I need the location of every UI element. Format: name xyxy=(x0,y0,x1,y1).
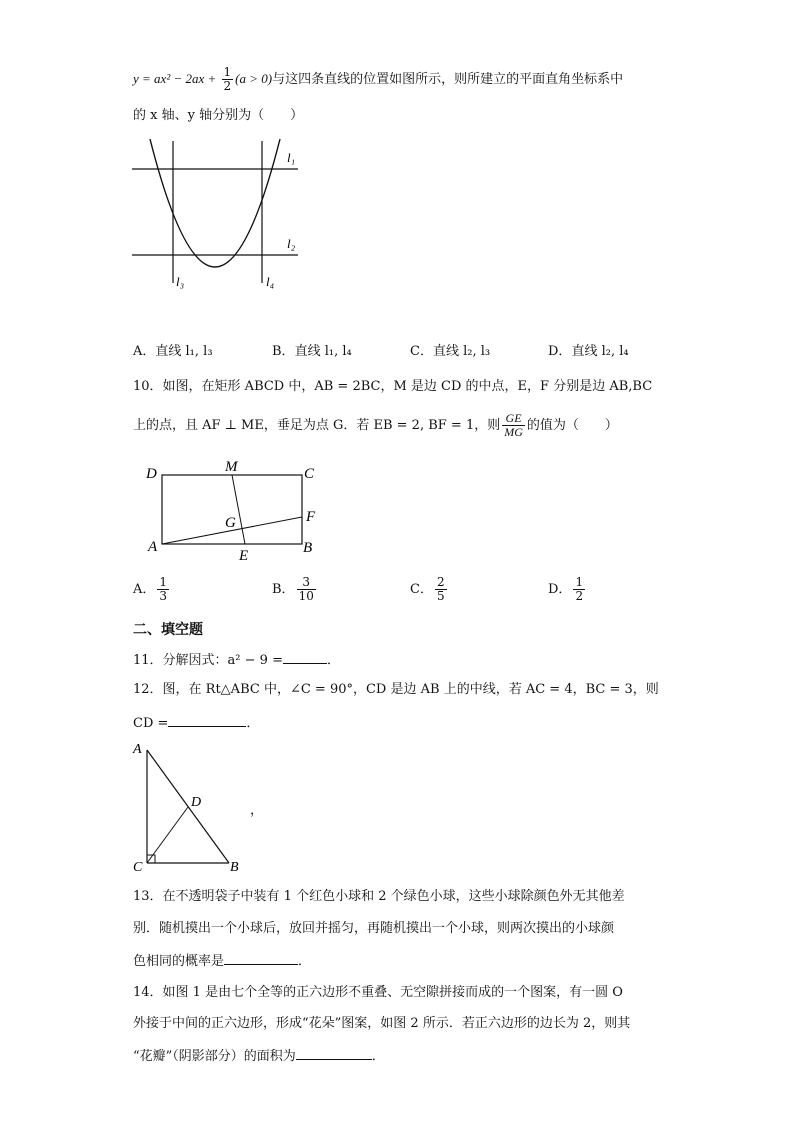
label-a: A xyxy=(133,742,142,757)
q9-equation-suffix: (a > 0) xyxy=(235,71,273,86)
q14-line2: 外接于中间的正六边形，形成“花朵”图案，如图 2 所示．若正六边形的边长为 2，则其 xyxy=(133,1016,631,1031)
section-title: 二、填空题 xyxy=(133,622,203,638)
label-f: F xyxy=(306,509,316,525)
label-l2: l₂ xyxy=(287,236,296,251)
q11-answer-blank[interactable] xyxy=(283,650,327,664)
q12-line2: CD = ． xyxy=(133,713,259,733)
q13-line2: 别．随机摸出一个小球后，放回并摇匀，再随机摸出一个小球，则两次摸出的小球颜 xyxy=(133,921,615,936)
q14-line3: “花瓣”（阴影部分）的面积为 ． xyxy=(133,1046,385,1066)
q12-trailing-comma: ， xyxy=(250,803,264,818)
label-d: D xyxy=(191,795,202,810)
label-b: B xyxy=(303,540,313,556)
q9-equation-prefix: y = ax² − 2ax + xyxy=(133,71,220,86)
q10-option-c[interactable]: C． $\frac{2}{5}$ xyxy=(410,575,445,603)
label-l3: l₃ xyxy=(176,274,185,289)
label-c: C xyxy=(304,466,315,482)
q9-line2: 的 x 轴、y 轴分别为（ ） xyxy=(133,108,304,123)
q9-option-a[interactable]: A．直线 l₁, l₃ xyxy=(133,344,213,359)
label-c: C xyxy=(133,860,143,875)
q10-option-d[interactable]: D． $\frac{1}{2}$ xyxy=(548,575,584,603)
label-d: D xyxy=(146,466,157,482)
q10-figure xyxy=(140,455,340,565)
q9-figure xyxy=(128,135,308,295)
q10-ratio-fraction: $\frac{GE}{MG}$ xyxy=(504,411,523,439)
segment-me xyxy=(232,475,245,544)
q14-answer-blank[interactable] xyxy=(296,1046,372,1060)
q10-line2: 上的点，且 AF ⊥ ME，垂足为点 G．若 EB = 2, BF = 1，则 $\frac{GE}{MG}$ 的值为（ ） xyxy=(133,411,618,439)
rectangle-abcd xyxy=(162,475,302,544)
label-b: B xyxy=(230,860,239,875)
q9-option-d[interactable]: D．直线 l₂, l₄ xyxy=(548,344,629,359)
q10-line1: 10．如图，在矩形 ABCD 中，AB = 2BC，M 是边 CD 的中点，E，F 分别是边 AB,BC xyxy=(133,379,653,394)
q14-line1: 14．如图 1 是由七个全等的正六边形不重叠、无空隙拼接而成的一个图案，有一圆 O xyxy=(133,985,623,1000)
q9-option-b[interactable]: B．直线 l₁, l₄ xyxy=(272,344,352,359)
q11-line: 11．分解因式：a² − 9 = ． xyxy=(133,650,340,670)
q13-line3: 色相同的概率是 ． xyxy=(133,951,311,971)
label-l1: l₁ xyxy=(287,150,296,165)
q10-option-a[interactable]: A． $\frac{1}{3}$ xyxy=(133,575,168,603)
q13-answer-blank[interactable] xyxy=(224,951,298,965)
label-e: E xyxy=(239,548,249,564)
q9-option-c[interactable]: C．直线 l₂, l₃ xyxy=(410,344,491,359)
label-g: G xyxy=(225,515,236,531)
q12-answer-blank[interactable] xyxy=(168,713,246,727)
q10-option-b[interactable]: B． $\frac{3}{10}$ xyxy=(272,575,314,603)
q12-line1: 12．图，在 Rt△ABC 中，∠C = 90°，CD 是边 AB 上的中线，若 AC = 4，BC = 3，则 xyxy=(133,682,659,697)
q9-line1-text: 与这四条直线的位置如图所示，则所建立的平面直角坐标系中 xyxy=(272,72,624,87)
q12-figure xyxy=(128,738,263,876)
parabola-curve xyxy=(150,139,280,267)
q9-equation-fraction: $\frac{1}{2}$ xyxy=(223,65,232,93)
label-a: A xyxy=(148,539,158,555)
label-m: M xyxy=(225,459,238,475)
q13-line1: 13．在不透明袋子中装有 1 个红色小球和 2 个绿色小球，这些小球除颜色外无其他差 xyxy=(133,889,625,904)
q9-line1 xyxy=(133,66,623,93)
label-l4: l₄ xyxy=(266,274,275,289)
